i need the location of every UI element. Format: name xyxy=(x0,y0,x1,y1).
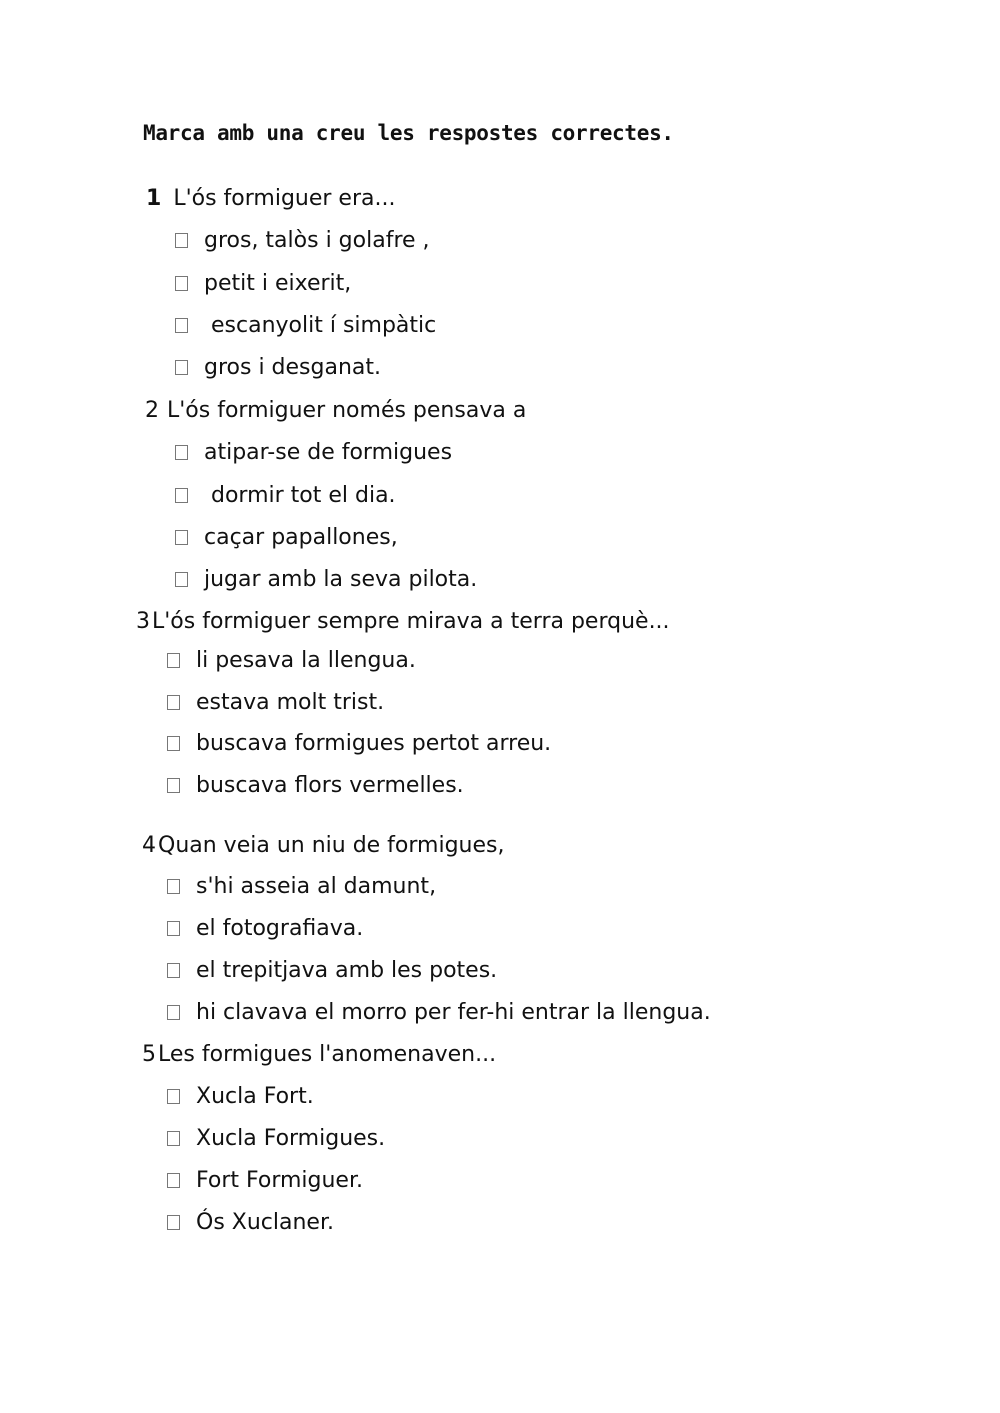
option-label: buscava flors vermelles. xyxy=(196,773,464,798)
option-label: Xucla Fort. xyxy=(196,1084,314,1109)
option-label: escanyolit í simpàtic xyxy=(204,313,437,338)
checkbox[interactable] xyxy=(175,445,188,460)
checkbox[interactable] xyxy=(167,879,180,894)
question-1 xyxy=(146,186,395,211)
option-label: atipar-se de formigues xyxy=(204,440,453,465)
option[interactable] xyxy=(167,1168,363,1193)
checkbox[interactable] xyxy=(167,921,180,936)
option[interactable] xyxy=(167,648,416,673)
checkbox[interactable] xyxy=(167,695,180,710)
checkbox[interactable] xyxy=(175,360,188,375)
option[interactable] xyxy=(167,690,384,715)
checkbox[interactable] xyxy=(175,233,188,248)
question-number: 3 xyxy=(136,609,150,634)
question-text: Quan veia un niu de formigues, xyxy=(158,833,505,858)
checkbox[interactable] xyxy=(175,572,188,587)
option[interactable] xyxy=(167,773,464,798)
checkbox[interactable] xyxy=(167,778,180,793)
option[interactable] xyxy=(175,567,477,592)
checkbox[interactable] xyxy=(167,1005,180,1020)
option-label: jugar amb la seva pilota. xyxy=(204,567,478,592)
option[interactable] xyxy=(167,1000,711,1025)
option[interactable] xyxy=(175,228,430,253)
checkbox[interactable] xyxy=(167,1215,180,1230)
option[interactable] xyxy=(175,271,351,296)
checkbox[interactable] xyxy=(175,530,188,545)
question-text: L'ós formiguer sempre mirava a terra perquè... xyxy=(152,609,670,634)
option[interactable] xyxy=(167,1084,314,1109)
question-number: 5 xyxy=(142,1042,156,1067)
checkbox[interactable] xyxy=(167,963,180,978)
checkbox[interactable] xyxy=(175,276,188,291)
option[interactable] xyxy=(167,916,363,941)
option-label: gros, talòs i golafre , xyxy=(204,228,430,253)
option-label: petit i eixerit, xyxy=(204,271,352,296)
option[interactable] xyxy=(167,1126,385,1151)
option-label: estava molt trist. xyxy=(196,690,385,715)
option[interactable] xyxy=(167,958,497,983)
option-label: li pesava la llengua. xyxy=(196,648,416,673)
question-2 xyxy=(145,398,526,423)
question-text: L'ós formiguer era... xyxy=(173,186,396,211)
option[interactable] xyxy=(175,440,452,465)
option[interactable] xyxy=(175,525,398,550)
checkbox[interactable] xyxy=(167,1089,180,1104)
option-label: caçar papallones, xyxy=(204,525,398,550)
option[interactable] xyxy=(167,1210,334,1235)
question-4 xyxy=(142,833,505,858)
question-3 xyxy=(136,609,670,634)
checkbox[interactable] xyxy=(167,736,180,751)
option-label: Xucla Formigues. xyxy=(196,1126,386,1151)
checkbox[interactable] xyxy=(167,1173,180,1188)
option-label: Ós Xuclaner. xyxy=(196,1210,334,1235)
checkbox[interactable] xyxy=(175,488,188,503)
checkbox[interactable] xyxy=(167,653,180,668)
option-label: Fort Formiguer. xyxy=(196,1168,363,1193)
option-label: el fotografiava. xyxy=(196,916,364,941)
question-text: Les formigues l'anomenaven... xyxy=(158,1042,497,1067)
option-label: el trepitjava amb les potes. xyxy=(196,958,498,983)
option-label: buscava formigues pertot arreu. xyxy=(196,731,552,756)
checkbox[interactable] xyxy=(167,1131,180,1146)
option[interactable] xyxy=(175,355,381,380)
checkbox[interactable] xyxy=(175,318,188,333)
question-number: 1 xyxy=(146,186,162,211)
option[interactable] xyxy=(167,731,551,756)
option-label: dormir tot el dia. xyxy=(204,483,396,508)
question-5 xyxy=(142,1042,496,1067)
option-label: hi clavava el morro per fer-hi entrar la llengua. xyxy=(196,1000,711,1025)
option[interactable] xyxy=(167,874,436,899)
question-text: L'ós formiguer només pensava a xyxy=(167,398,527,423)
question-number: 2 xyxy=(145,398,159,423)
question-number: 4 xyxy=(142,833,156,858)
option[interactable] xyxy=(175,483,396,508)
page-title: Marca amb una creu les respostes correctes. xyxy=(143,121,674,145)
option[interactable] xyxy=(175,313,436,338)
option-label: gros i desganat. xyxy=(204,355,381,380)
option-label: s'hi asseia al damunt, xyxy=(196,874,437,899)
